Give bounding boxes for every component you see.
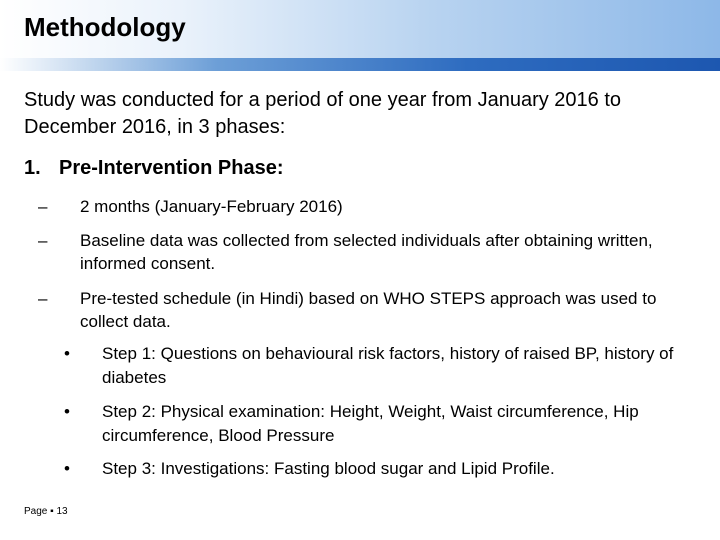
phase-heading [24,155,284,181]
phase-title: Pre-Intervention Phase: [59,157,284,179]
bullet-marker: • [64,402,70,421]
dash-item-text: Baseline data was collected from selected individuals after obtaining written, informed consent. [80,231,653,273]
page-title: Methodology [24,12,186,42]
phase-number: 1. [24,157,41,179]
bullet-item-text: Step 2: Physical examination: Height, Weight, Waist circumference, Hip circumference, Blood Pressure [102,402,639,445]
title-divider [0,58,720,71]
dash-marker: – [38,289,48,308]
bullet-marker: • [64,344,70,363]
bullet-item-text: Step 1: Questions on behavioural risk factors, history of raised BP, history of diabetes [102,344,674,387]
dash-item-text: Pre-tested schedule (in Hindi) based on WHO STEPS approach was used to collect data. [80,289,657,331]
dash-marker: – [38,231,48,250]
dash-item-text: 2 months (January-February 2016) [80,197,343,216]
page-number-footer: Page ▪ 13 [24,506,68,517]
intro-paragraph: Study was conducted for a period of one year from January 2016 to December 2016, in 3 phases: [24,89,622,138]
bullet-item-text: Step 3: Investigations: Fasting blood sugar and Lipid Profile. [102,459,555,478]
dash-marker: – [38,197,48,216]
bullet-marker: • [64,459,70,478]
